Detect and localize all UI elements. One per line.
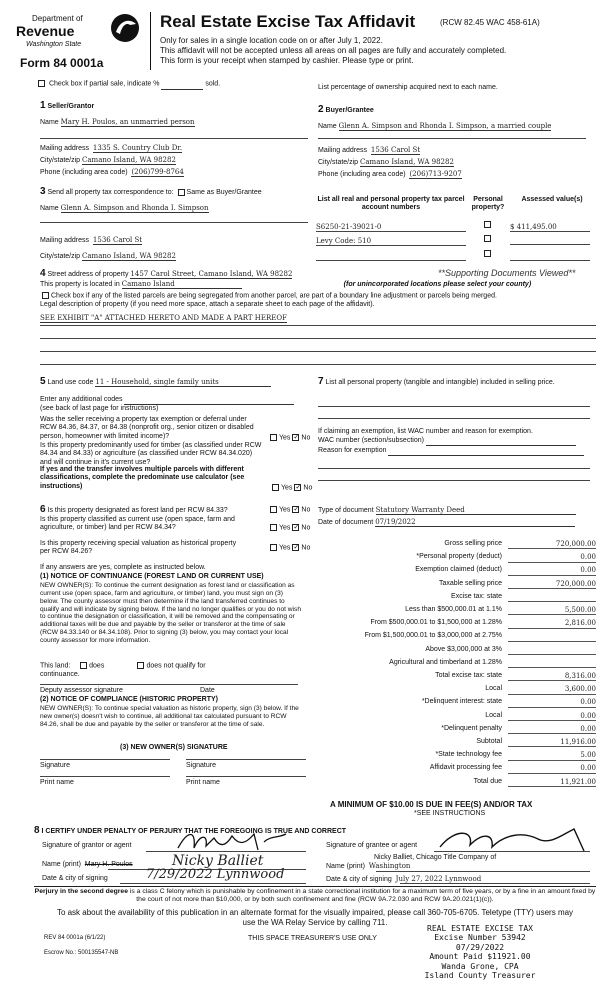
certification-section [34, 825, 594, 885]
tax-row-label: Excise tax: state [451, 592, 502, 600]
parcel-1[interactable]: S6250-21-39021-0 [316, 223, 466, 232]
dept-line2: Revenue [16, 23, 75, 39]
s3-name[interactable]: Glenn A. Simpson and Rhonda I. Simpson [60, 204, 209, 212]
tax-row-label: Agricultural and timberland at 1.28% [389, 658, 502, 666]
s5-q2-no[interactable] [294, 484, 301, 491]
seller-no: 1 [40, 100, 46, 111]
s3-city-label: City/state/zip [40, 253, 81, 260]
tax-row-amount[interactable]: 0.00 [508, 698, 596, 707]
s6-notice1-body: NEW OWNER(S): To continue the current designation as forest land or classification as current use (open space, farm and agriculture, or timber) land, you must sign on (3) below. The county assessor must then determine if the land transferred continues to qualify and will indicate by signing below. If the land no longer qualifies or you do not wish to continue the designation or classification, it will be removed and the compensating or additional taxes will be due and payable by the seller or transferor at the time of sale (RCW 84.33.140 or 84.34.108). Prior to signing (3) below, you may contact your local county assessor for more information. [40, 582, 301, 644]
tax-row-label: *Personal property (deduct) [416, 553, 502, 561]
tax-row-amount[interactable] [508, 659, 596, 668]
buyer-name[interactable]: Glenn A. Simpson and Rhonda I. Simpson, a married couple [338, 122, 552, 130]
s6-q3-yes[interactable] [270, 544, 277, 551]
tax-row-label: Total due [473, 777, 502, 785]
forest-land-section [40, 504, 320, 804]
s7-wac-claim: If claiming an exemption, list WAC number and reason for exemption. [318, 428, 533, 435]
personal-property-1[interactable] [484, 221, 491, 228]
s5-no: 5 [40, 376, 46, 387]
s6-sig2[interactable]: Signature [186, 762, 216, 769]
tax-row-amount[interactable]: 0.00 [508, 566, 596, 575]
s5-land-use-label: Land use code [47, 379, 94, 386]
minimum-due: A MINIMUM OF $10.00 IS DUE IN FEE(S) AND/OR TAX [330, 800, 533, 809]
s6-deputy: Deputy assessor signature [40, 687, 123, 694]
tax-row-label: Affidavit processing fee [429, 764, 502, 772]
s6-does: does [89, 662, 105, 670]
tax-row [320, 672, 598, 684]
tax-row-label: *Delinquent penalty [441, 724, 502, 732]
personal-property-section [318, 376, 592, 526]
tax-row [320, 725, 598, 737]
s3-name-label: Name [40, 205, 59, 212]
tax-row [320, 646, 598, 658]
tax-row-label: Taxable selling price [438, 579, 502, 587]
rev-number: REV 84 0001a (6/1/22) [44, 935, 106, 941]
buyer-city-label: City/state/zip [318, 159, 359, 166]
tax-row-amount[interactable]: 11,916.00 [508, 738, 596, 747]
seller-mail-label: Mailing address [40, 145, 90, 152]
s4-street-label: Street address of property [47, 271, 129, 278]
partial-sale-percent[interactable] [161, 80, 203, 89]
ownership-note: List percentage of ownership acquired next to each name. [318, 84, 498, 91]
seller-heading: Seller/Grantor [47, 103, 95, 110]
land-use-section [40, 376, 320, 498]
tax-row-label: Gross selling price [444, 540, 502, 547]
s6-notice2-title: (2) NOTICE OF COMPLIANCE (HISTORIC PROPERTY) [40, 696, 218, 703]
s6-new-owner-sig: (3) NEW OWNER(S) SIGNATURE [120, 744, 228, 751]
s7-no: 7 [318, 376, 324, 387]
tax-row-amount[interactable]: 0.00 [508, 725, 596, 734]
s6-does-not: does not qualify for [146, 662, 206, 670]
tax-row-label: *State technology fee [435, 751, 502, 759]
s7-wac-no: WAC number (section/subsection) [318, 437, 424, 444]
correspondence-section [40, 186, 310, 266]
tax-row [320, 566, 598, 578]
footer-divider [34, 886, 596, 887]
treasurer-stamp [410, 924, 550, 981]
tax-row-amount[interactable]: 8,316.00 [508, 672, 596, 681]
stamp-line4: Amount Paid $11921.00 [429, 952, 531, 962]
does-checkbox[interactable] [80, 662, 87, 669]
tax-row [320, 698, 598, 710]
tax-row-amount[interactable] [508, 632, 596, 641]
s3-no: 3 [40, 186, 46, 197]
s6-print1[interactable]: Print name [40, 779, 74, 786]
tax-row-amount[interactable]: 0.00 [508, 553, 596, 562]
s6-q2-no[interactable] [292, 524, 299, 531]
s5-q2-yesno: Yes✓ No [270, 484, 312, 493]
wac-number-input[interactable] [426, 437, 576, 446]
personal-property-2[interactable] [484, 235, 491, 242]
s5-q2a: Is this property predominantly used for timber (as classified under RCW 84.34 and 84.33) or agriculture (as classified under RCW 84.34.020) and will continue in it's current use? [40, 442, 262, 466]
seller-section [40, 100, 310, 180]
s6-q2: Is this property classified as current use (open space, farm and agriculture, or timber) land per RCW 84.34? [40, 516, 235, 532]
stamp-line5: Wanda Grone, CPA [441, 961, 519, 971]
parcel-col3: Assessed value(s) [521, 196, 583, 203]
buyer-no: 2 [318, 104, 324, 115]
s8-date-city: Date & city of signing [42, 875, 108, 882]
s6-q1-yes[interactable] [270, 506, 277, 513]
s7-doc-date-label: Date of document [318, 519, 374, 526]
s6-q3-no[interactable] [292, 544, 299, 551]
buyer-phone[interactable]: (206)713-9207 [409, 170, 462, 178]
s5-additional: Enter any additional codes [40, 396, 123, 403]
levy-code[interactable]: Levy Code: 510 [316, 237, 466, 246]
stamp-line6: Island County Treasurer [424, 971, 536, 981]
tax-row [320, 764, 598, 776]
s8-no: 8 [34, 825, 40, 836]
partial-sale-checkbox[interactable] [38, 80, 45, 87]
tax-row [320, 606, 598, 618]
s6-sig1[interactable]: Signature [40, 762, 70, 769]
tax-row [320, 712, 598, 724]
s6-q2-yes[interactable] [270, 524, 277, 531]
treasurer-only: THIS SPACE TREASURER'S USE ONLY [248, 935, 377, 942]
rcw-ref: (RCW 82.45 WAC 458-61A) [440, 18, 540, 27]
tax-row [320, 580, 598, 592]
tax-row-amount[interactable]: 0.00 [508, 712, 596, 721]
segregated-checkbox[interactable] [42, 292, 49, 299]
s5-additional2: (see back of last page for instructions) [40, 405, 159, 412]
seller-name-label: Name [40, 119, 59, 126]
s6-q1: Is this property designated as forest land per RCW 84.33? [47, 507, 228, 514]
seller-city-label: City/state/zip [40, 157, 81, 164]
buyer-phone-label: Phone (including area code) [318, 171, 406, 178]
s4-located-label: This property is located in [40, 281, 120, 288]
s5-q1-yesno: Yes✓ No [268, 434, 310, 443]
tax-row-amount[interactable]: 11,921.00 [508, 778, 596, 787]
s6-this-land: This land: [40, 662, 71, 670]
tax-row-label: *Delinquent interest: state [421, 698, 502, 706]
tax-row [320, 738, 598, 750]
tax-row [320, 553, 598, 565]
s6-no: 6 [40, 504, 46, 515]
tax-row-label: From $500,000.01 to $1,500,000 at 1.28% [370, 619, 502, 627]
s3-city[interactable]: Camano Island, WA 98282 [82, 252, 176, 260]
tax-row-amount[interactable]: 0.00 [508, 764, 596, 773]
seller-name[interactable]: Mary H. Poulos, an unmarried person [60, 118, 195, 126]
escrow-number: Escrow No.: 500135547-NB [44, 950, 119, 956]
page-title: Real Estate Excise Tax Affidavit [160, 12, 416, 31]
s4-no: 4 [40, 268, 46, 279]
tax-row [320, 632, 598, 644]
tax-row [320, 540, 598, 552]
s4-street[interactable]: 1457 Carol Street, Camano Island, WA 98282 [130, 270, 293, 278]
parcel-col1: List all real and personal property tax parcel account numbers [317, 196, 465, 212]
dept-line1: Department of [32, 14, 83, 23]
s3-mail-label: Mailing address [40, 237, 90, 244]
tax-row [320, 685, 598, 697]
tax-row [320, 751, 598, 763]
perjury-notice [34, 888, 596, 904]
tax-row [320, 778, 598, 790]
s5-q1: Was the seller receiving a property tax exemption or deferral under RCW 84.36, 84.37, or 84.38 (nonprofit org., senior citizen or disabled person, homeowner with limited income)? [40, 416, 254, 440]
header-sub1: Only for sales in a single location code on or after July 1, 2022. [160, 36, 383, 45]
personal-property-3[interactable] [484, 250, 491, 257]
tax-row-amount[interactable] [508, 593, 596, 602]
s6-continuance: continuance. [40, 671, 80, 678]
see-instructions: *SEE INSTRUCTIONS [414, 810, 486, 817]
s8-heading: I CERTIFY UNDER PENALTY OF PERJURY THAT THE FOREGOING IS TRUE AND CORRECT [41, 828, 347, 835]
s8-grantor-struck: Mary H. Poulos [84, 861, 133, 868]
partial-sale-sold: sold. [205, 80, 221, 88]
s4-segregated: Check box if any of the listed parcels are being segregated from another parcel, are part of a boundary line adjustment or parcels being merged. [51, 292, 497, 300]
s3-mail[interactable]: 1536 Carol St [92, 236, 143, 244]
accessibility-note: To ask about the availability of this publication in an alternate format for the visually impaired, please call 360-705-6705. Teletype (TTY) users may use the WA Relay Service by calling 711. [56, 908, 574, 927]
parcel-table [316, 196, 592, 266]
form-number: Form 84 0001a [20, 56, 104, 70]
s6-q3: Is this property receiving special valuation as historical property per RCW 84.26? [40, 540, 237, 556]
s8-grantor-hand[interactable]: Nicky Balliet [172, 853, 264, 869]
tax-row-label: Less than $500,000.01 at 1.1% [405, 606, 502, 613]
s4-located[interactable]: Camano Island [122, 280, 242, 289]
tax-row-amount[interactable]: 2,816.00 [508, 619, 596, 628]
buyer-city[interactable]: Camano Island, WA 98282 [360, 158, 454, 166]
s6-if-any: If any answers are yes, complete as instructed below. [40, 564, 206, 571]
assessed-value-1[interactable]: $ 411,495.00 [510, 223, 590, 232]
s4-located-note: (for unincorporated locations please select your county) [343, 281, 532, 288]
tax-row-label: From $1,500,000.01 to $3,000,000 at 2.75% [364, 632, 502, 640]
dept-line3: Washington State [26, 41, 82, 48]
tax-row [320, 593, 598, 605]
s7-doc-type[interactable]: Statutory Warranty Deed [376, 506, 576, 515]
s6-q1-yesno: Yes✓ No [268, 506, 310, 515]
tax-row-amount[interactable]: 5.00 [508, 751, 596, 760]
tax-row-label: Above $3,000,000 at 3% [425, 645, 502, 653]
tax-row-label: Subtotal [476, 738, 502, 745]
s8-name-print: Name (print) [42, 861, 81, 868]
tax-row-label: Exemption claimed (deduct) [415, 566, 502, 574]
tax-row-amount[interactable]: 5,500.00 [508, 606, 596, 615]
s7-reason: Reason for exemption [318, 447, 387, 454]
s8-grantee-date[interactable]: July 27, 2022 Lynnwood [395, 875, 482, 883]
s6-notice1-title: (1) NOTICE OF CONTINUANCE (FOREST LAND OR CURRENT USE) [40, 573, 264, 580]
stamp-line3: 07/29/2022 [455, 942, 505, 952]
tax-row-label: Local [485, 685, 502, 693]
perjury-bold: Perjury in the second degree [34, 888, 128, 895]
same-as-buyer-checkbox[interactable] [178, 189, 185, 196]
s7-doc-type-label: Type of document [318, 507, 374, 514]
does-not-checkbox[interactable] [137, 662, 144, 669]
perjury-text: is a class C felony which is punishable by confinement in a state correctional institution for a maximum term of five years, or by a fine in an amount fixed by the court of not more than $10,000, or by both such confinement and fine (RCW 9A.72.030 and RCW 9A.20.021(1)(c)). [129, 888, 596, 904]
s7-heading: List all personal property (tangible and intangible) included in selling price. [325, 379, 555, 386]
dor-logo-icon [108, 12, 142, 44]
seller-city[interactable]: Camano Island, WA 98282 [82, 156, 176, 164]
s6-notice2-body: NEW OWNER(S): To continue special valuation as historic property, sign (3) below. If the new owner(s) doesn't wish to continue, all additional tax calculated pursuant to RCW 84.26, shall be due and payable by the seller or transferor at the time of sale. [40, 705, 299, 728]
s8-grantee-agent: Nicky Balliet, Chicago Title Company of [374, 854, 497, 861]
s6-print2[interactable]: Print name [186, 779, 220, 786]
s6-date: Date [200, 687, 215, 694]
s4-legal: Legal description of property (if you need more space, attach a separate sheet to each page of the affidavit). [40, 301, 375, 308]
s5-q1-no[interactable] [292, 434, 299, 441]
seller-mail[interactable]: 1335 S. Country Club Dr. [92, 144, 183, 152]
s5-additional-input[interactable] [124, 396, 294, 405]
s5-q1-yes[interactable] [270, 434, 277, 441]
s3-heading: Send all property tax correspondence to: [47, 189, 174, 196]
property-section [40, 268, 596, 368]
header-sub3: This form is your receipt when stamped by cashier. Please type or print. [160, 56, 414, 65]
s5-land-use[interactable]: 11 - Household, single family units [95, 378, 271, 387]
tax-row-amount[interactable] [508, 646, 596, 655]
s8-grantee-name[interactable]: Washington [368, 862, 411, 870]
s8-grantor-date-hand[interactable]: 7/29/2022 Lynnwood [146, 867, 285, 882]
buyer-mail[interactable]: 1536 Carol St [370, 146, 421, 154]
header-sub2: This affidavit will not be accepted unless all areas on all pages are fully and accurately completed. [160, 46, 507, 55]
tax-row-label: Total excise tax: state [435, 672, 502, 679]
stamp-line1: REAL ESTATE EXCISE TAX [427, 924, 533, 933]
stamp-line2: Excise Number 53942 [434, 933, 526, 943]
tax-row [320, 619, 598, 631]
partial-sale-label: Check box if partial sale, indicate % [48, 80, 160, 88]
seller-phone-label: Phone (including area code) [40, 169, 128, 176]
supporting-docs-stamp: **Supporting Documents Viewed** [438, 268, 576, 278]
partial-sale-row [36, 80, 220, 90]
tax-row-label: Local [485, 711, 502, 719]
tax-row-amount[interactable]: 720,000.00 [508, 540, 596, 549]
s8-sig-grantee: Signature of grantee or agent [326, 842, 418, 849]
s8-name-print2: Name (print) [326, 863, 365, 870]
s7-doc-date[interactable]: 07/19/2022 [375, 518, 575, 527]
s8-date-city2: Date & city of signing [326, 876, 392, 883]
buyer-name-label: Name [318, 123, 337, 130]
parcel-col2: Personal property? [471, 196, 505, 212]
s5-q2-yes[interactable] [272, 484, 279, 491]
tax-row-amount[interactable]: 3,600.00 [508, 685, 596, 694]
seller-phone[interactable]: (206)799-8764 [131, 168, 184, 176]
tax-row [320, 659, 598, 671]
s6-q3-yesno: Yes✓ No [268, 544, 310, 553]
reason-input[interactable] [388, 447, 584, 456]
s4-legal-value[interactable]: SEE EXHIBIT "A" ATTACHED HERETO AND MADE A PART HEREOF [40, 314, 287, 322]
buyer-heading: Buyer/Grantee [325, 107, 374, 114]
s6-q2-yesno: Yes✓ No [268, 524, 310, 533]
s8-sig-grantor: Signature of grantor or agent [42, 842, 132, 849]
s3-same-as: Same as Buyer/Grantee [186, 189, 262, 196]
tax-row-amount[interactable]: 720,000.00 [508, 580, 596, 589]
header-divider [150, 12, 151, 70]
buyer-section [318, 104, 588, 184]
s5-q2b: If yes and the transfer involves multiple parcels with different classifications, complete the predominate use calculator (see instructions) [40, 466, 245, 490]
s6-q1-no[interactable] [292, 506, 299, 513]
buyer-mail-label: Mailing address [318, 147, 368, 154]
